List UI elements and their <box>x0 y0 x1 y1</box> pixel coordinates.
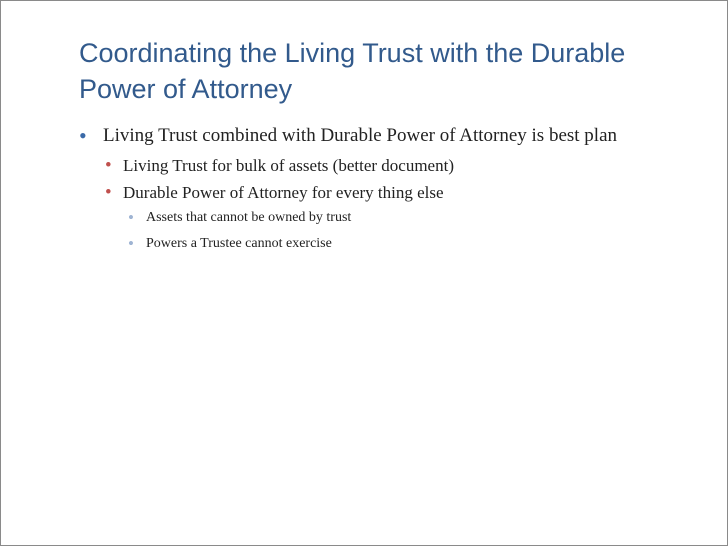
bullet-item-level-2 <box>79 181 679 204</box>
bullet-item-level-2 <box>79 154 679 177</box>
bullet-dot-icon: • <box>128 208 134 227</box>
bullet-dot-icon: • <box>105 182 112 203</box>
slide-content <box>79 123 679 260</box>
bullet-text: Living Trust for bulk of assets (better document) <box>123 156 454 175</box>
bullet-text: Living Trust combined with Durable Power of Attorney is best plan <box>103 125 618 146</box>
slide-title: Coordinating the Living Trust with the Durable Power of Attorney <box>79 38 626 104</box>
bullet-text: Powers a Trustee cannot exercise <box>146 236 332 251</box>
bullet-text: Durable Power of Attorney for every thing else <box>123 183 444 202</box>
bullet-dot-icon: • <box>128 234 134 253</box>
bullet-item-level-3 <box>79 208 679 228</box>
bullet-item-level-1 <box>79 123 679 148</box>
bullet-text: Assets that cannot be owned by trust <box>146 210 352 225</box>
bullet-dot-icon: • <box>105 155 112 176</box>
bullet-dot-icon: • <box>79 123 87 148</box>
bullet-item-level-3 <box>79 234 679 254</box>
